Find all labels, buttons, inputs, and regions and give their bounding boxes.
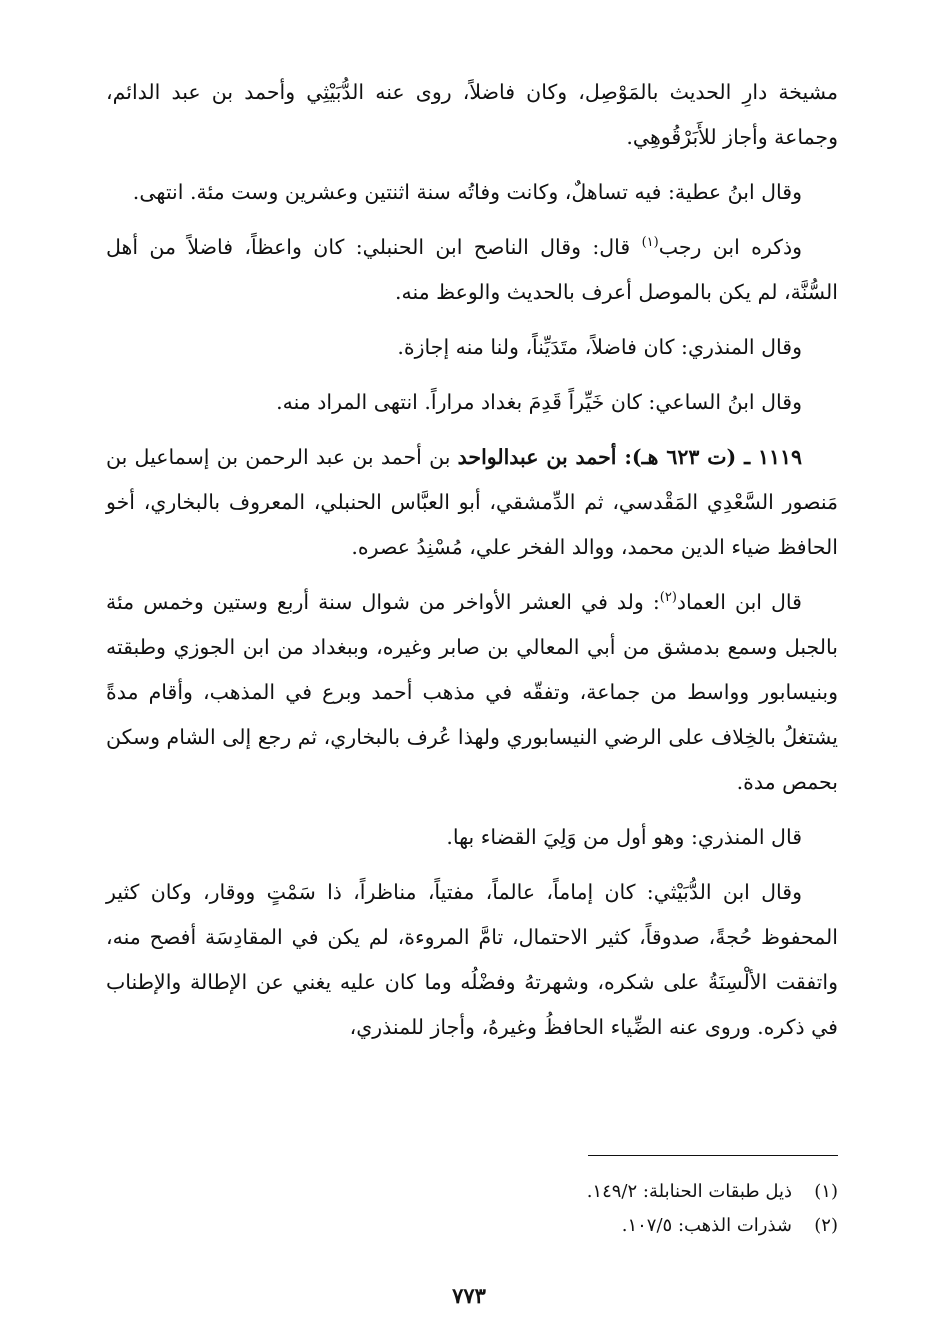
entry-body: بن أحمد بن عبد الرحمن بن إسماعيل بن مَنصور السَّعْدِي المَقْدسي، ثم الدِّمشقي، أبو العبَّاس الحنبلي، المعروف بالبخاري، أخو الحافظ ضياء الدين محمد، ووالد الفخر علي، مُسْنِدُ عصره. (106, 445, 838, 559)
footnote-number: (٢) (814, 1215, 838, 1236)
footnote-ref-1: (١) (641, 235, 659, 251)
footnote-text: شذرات الذهب: ١٠٧/٥. (621, 1215, 792, 1236)
entry-1119 (106, 435, 838, 570)
paragraph-7 (106, 580, 838, 805)
paragraph-2: وقال ابنُ عطية: فيه تساهلٌ، وكانت وفاتُه سنة اثنتين وعشرين وست مئة. انتهى. (132, 180, 802, 204)
paragraph-3-start: وذكره ابن رجب (658, 235, 802, 259)
entry-heading: ١١١٩ ـ (ت ٦٢٣ هـ): أحمد بن عبدالواحد (457, 445, 802, 469)
footnote-ref-2: (٢) (659, 590, 677, 606)
footnote-text: ذيل طبقات الحنابلة: ١٤٩/٢. (586, 1181, 792, 1202)
footnotes (338, 1175, 838, 1243)
paragraph-1: مشيخة دارِ الحديث بالمَوْصِل، وكان فاضلاً، روى عنه الدُّبَيْثِي وأحمد بن عبد الدائم، وجماعة وأجاز للأَبَرْقُوهِي. (106, 80, 838, 149)
paragraph-3 (106, 225, 838, 315)
footnote-1 (338, 1175, 838, 1209)
footnote-divider (588, 1155, 838, 1156)
paragraph-3-rest: قال: وقال الناصح ابن الحنبلي: كان واعظاً، فاضلاً من أهل السُّنَّة، لم يكن بالموصل أعرف بالحديث والوعظ منه. (106, 235, 838, 304)
paragraph-8: قال المنذري: وهو أول من وَلِيَ القضاء بها. (446, 825, 802, 849)
paragraph-9: وقال ابن الدُّبَيْثي: كان إماماً، عالماً، مفتياً، مناظراً، ذا سَمْتٍ ووقار، وكان كثير المحفوظ حُجةً، صدوقاً، كثير الاحتمال، تامَّ المروءة، لم يكن في المقادِسَة أفصح منه، واتفقت الألْسِنَةُ على شكره، وشهرتهُ وفضْلُه وما كان عليه يغني عن الإطالة والإطناب في ذكره. وروى عنه الضِّياء الحافظُ وغيرهُ، وأجاز للمنذري، (106, 880, 838, 1039)
paragraph-7-start: قال ابن العماد (676, 590, 802, 614)
footnote-2 (338, 1209, 838, 1243)
paragraph-5: وقال ابنُ الساعي: كان خَيِّراً قَدِمَ بغداد مراراً. انتهى المراد منه. (276, 390, 802, 414)
page-number: ٧٧٣ (452, 1283, 486, 1308)
paragraph-4: وقال المنذري: كان فاضلاً، متَدَيِّناً، ولنا منه إجازة. (397, 335, 802, 359)
footnote-number: (١) (814, 1181, 838, 1202)
paragraph-7-rest: : ولد في العشر الأواخر من شوال سنة أربع وستين وخمس مئة بالجبل وسمع بدمشق من أبي المعالي بن صابر وغيره، وببغداد من ابن الجوزي وطبقته وبنيسابور وواسط من جماعة، وتفقّه في مذهب أحمد وبرع في المذهب، وأقام مدةً يشتغلُ بالخِلاف على الرضي النيسابوري ولهذا عُرف بالبخاري، ثم رجع إلى الشام وسكن بحمص مدة. (106, 590, 838, 794)
page-body (106, 70, 838, 1060)
